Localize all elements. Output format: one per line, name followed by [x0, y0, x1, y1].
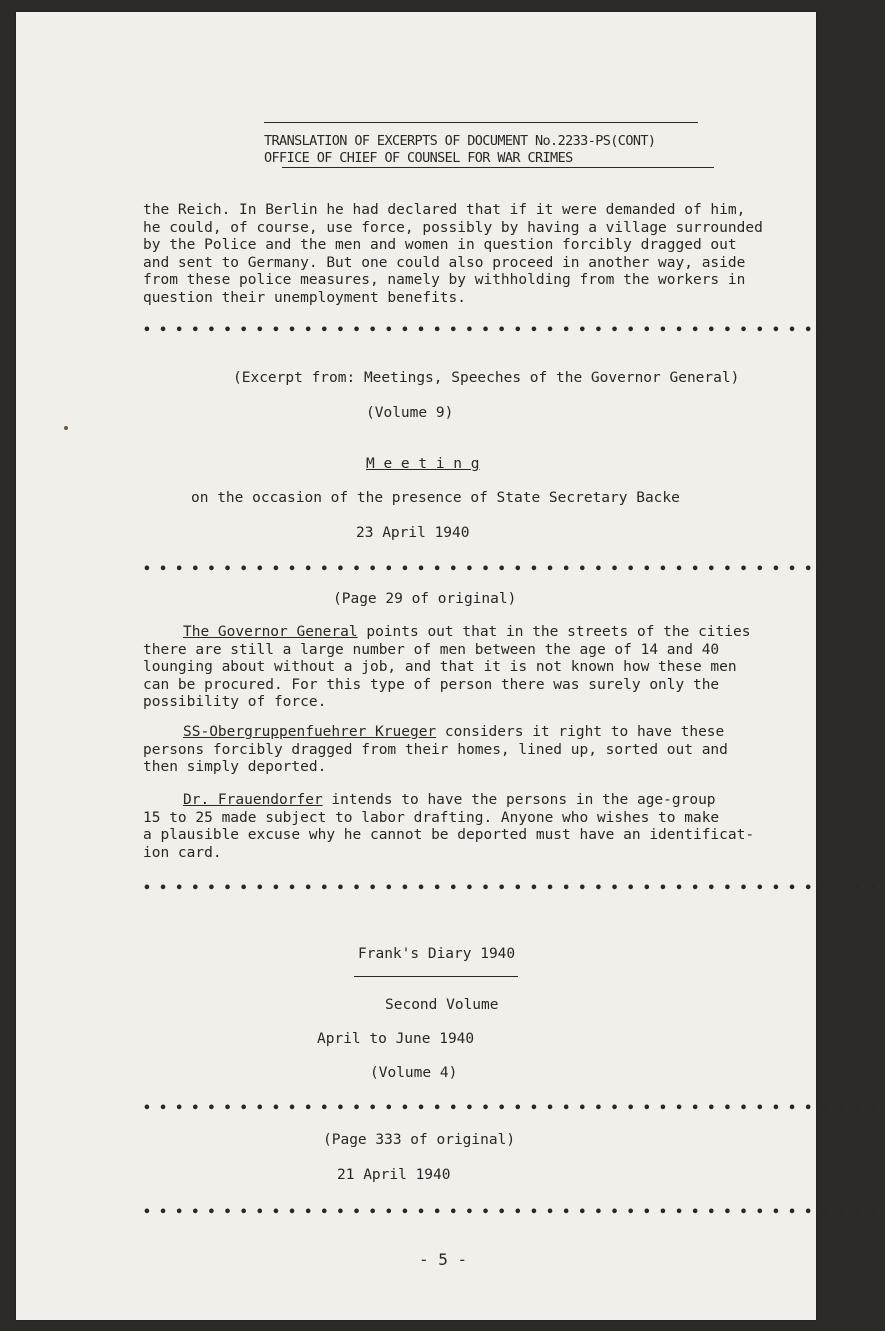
speaker-name: SS-Obergruppenfuehrer Krueger	[183, 724, 437, 740]
diary-volume-number: (Volume 4)	[370, 1065, 458, 1081]
intro-line: and sent to Germany. But one could also proceed in another way, aside	[143, 254, 746, 271]
paragraph-line: considers it right to have these	[436, 724, 725, 740]
entry-date: 21 April 1940	[337, 1167, 451, 1183]
intro-line: question their unemployment benefits.	[143, 289, 467, 306]
page-reference: (Page 333 of original)	[323, 1132, 516, 1148]
header-title: TRANSLATION OF EXCERPTS OF DOCUMENT No.2233-PS(CONT)	[264, 133, 656, 149]
krueger-paragraph	[143, 724, 743, 777]
header-top-rule	[264, 122, 698, 123]
paragraph-line: a plausible excuse why he cannot be deported must have an identificat-	[143, 827, 755, 843]
paragraph-line: intends to have the persons in the age-group	[322, 792, 716, 808]
meeting-date: 23 April 1940	[356, 525, 470, 541]
excerpt-source: (Excerpt from: Meetings, Speeches of the Governor General)	[233, 370, 740, 386]
dotted-separator: ••••••••••••••••••••••••••••••••••••••••••••••	[143, 562, 885, 577]
paragraph-line: can be procured. For this type of person there was surely only the	[143, 676, 720, 693]
frauendorfer-paragraph	[143, 792, 755, 862]
page-reference: (Page 29 of original)	[333, 591, 517, 607]
dotted-separator: ••••••••••••••••••••••••••••••••••••••••••••••	[143, 323, 885, 338]
speaker-name: The Governor General	[183, 624, 358, 640]
dotted-separator: ••••••••••••••••••••••••••••••••••••••••••••••	[143, 1101, 885, 1116]
paragraph-line: persons forcibly dragged from their homes, lined up, sorted out and	[143, 741, 728, 758]
paragraph-line: 15 to 25 made subject to labor drafting. Anyone who wishes to make	[143, 809, 720, 826]
intro-line: by the Police and the men and women in question forcibly dragged out	[143, 237, 737, 253]
page-number: - 5 -	[419, 1250, 468, 1269]
paragraph-line: ion card.	[143, 844, 222, 861]
header-bottom-rule	[282, 167, 714, 168]
dotted-separator: ••••••••••••••••••••••••••••••••••••••••••••••	[143, 1205, 885, 1220]
paragraph-line: lounging about without a job, and that it is not known how these men	[143, 659, 737, 675]
intro-line: from these police measures, namely by withholding from the workers in	[143, 272, 746, 288]
meeting-occasion: on the occasion of the presence of State Secretary Backe	[191, 490, 680, 506]
paper-speck	[64, 426, 68, 430]
paragraph-line: points out that in the streets of the cities	[357, 624, 751, 640]
paragraph-line: possibility of force.	[143, 694, 327, 710]
meeting-title: M e e t i n g	[366, 456, 480, 472]
paragraph-line: there are still a large number of men between the age of 14 and 40	[143, 641, 720, 658]
diary-date-range: April to June 1940	[317, 1031, 475, 1047]
intro-line: he could, of course, use force, possibly by having a village surrounded	[143, 219, 763, 236]
diary-title: Frank's Diary 1940	[358, 946, 516, 962]
header-office: OFFICE OF CHIEF OF COUNSEL FOR WAR CRIMES	[264, 150, 573, 166]
intro-paragraph	[143, 202, 763, 307]
diary-title-rule	[354, 976, 518, 977]
volume-label: (Volume 9)	[366, 405, 454, 421]
dotted-separator: ••••••••••••••••••••••••••••••••••••••••••••••	[143, 881, 885, 896]
paragraph-line: then simply deported.	[143, 759, 327, 775]
intro-line: the Reich. In Berlin he had declared that if it were demanded of him,	[143, 202, 746, 218]
governor-general-paragraph	[143, 624, 751, 712]
speaker-name: Dr. Frauendorfer	[183, 792, 323, 808]
diary-volume-name: Second Volume	[385, 997, 499, 1013]
